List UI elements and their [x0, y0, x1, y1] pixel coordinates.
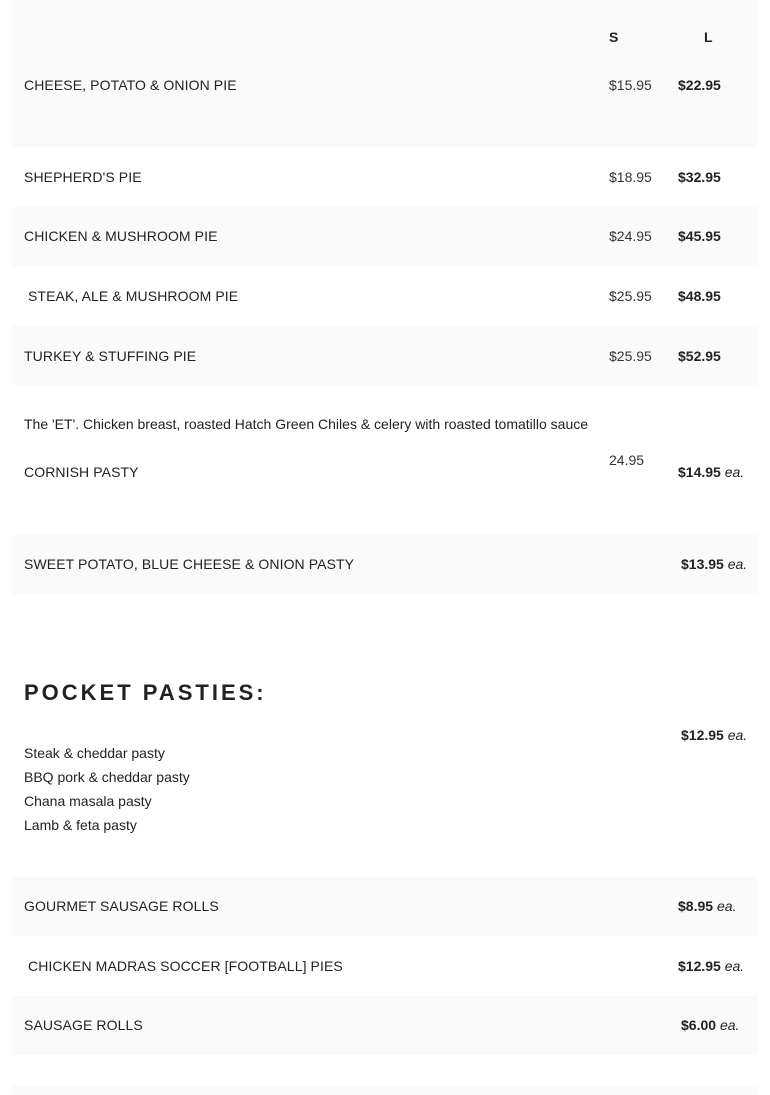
item-name: GOURMET SAUSAGE ROLLS	[24, 898, 219, 914]
item-price	[681, 1016, 739, 1034]
large-price: $32.95	[678, 169, 721, 185]
sweet-potato-pasty-price	[681, 555, 747, 573]
item-name: CORNISH PASTY	[24, 464, 139, 480]
small-price: $18.95	[609, 169, 652, 185]
list-item: Steak & cheddar pasty	[24, 745, 165, 761]
price-value: $13.95	[681, 556, 724, 572]
small-price: $24.95	[609, 228, 652, 244]
price-value: $14.95	[678, 464, 721, 480]
item-name: SWEET POTATO, BLUE CHEESE & ONION PASTY	[24, 556, 355, 572]
price-unit: ea.	[716, 898, 737, 914]
price-value: $12.95	[681, 727, 724, 743]
price-value: $8.95	[678, 898, 714, 914]
item-name: STEAK, ALE & MUSHROOM PIE	[24, 288, 239, 304]
et-pie-description: The 'ET'. Chicken breast, roasted Hatch Green Chiles & celery with roasted tomatillo sauce	[24, 416, 589, 432]
row-band	[12, 1086, 758, 1095]
price-value: $12.95	[678, 958, 721, 974]
item-name: CHICKEN & MUSHROOM PIE	[24, 228, 218, 244]
small-price: $25.95	[609, 288, 652, 304]
large-price: $52.95	[678, 348, 721, 364]
price-unit: ea.	[724, 464, 745, 480]
item-name: SHEPHERD'S PIE	[24, 169, 142, 185]
item-name: SAUSAGE ROLLS	[24, 1017, 143, 1033]
list-item: Lamb & feta pasty	[24, 817, 137, 833]
cornish-pasty-price	[678, 463, 744, 481]
large-price: $22.95	[678, 77, 721, 93]
small-price: $15.95	[609, 77, 652, 93]
item-price	[678, 957, 744, 975]
list-item: Chana masala pasty	[24, 793, 152, 809]
size-small-header: S	[609, 29, 619, 45]
row-band	[12, 0, 758, 147]
size-large-header: L	[704, 29, 713, 45]
item-price	[678, 897, 736, 915]
item-name: CHEESE, POTATO & ONION PIE	[24, 77, 237, 93]
price-value: $6.00	[681, 1017, 717, 1033]
large-price: $45.95	[678, 228, 721, 244]
small-price: $25.95	[609, 348, 652, 364]
large-price: $48.95	[678, 288, 721, 304]
et-pie-price: 24.95	[609, 452, 645, 468]
item-name: TURKEY & STUFFING PIE	[24, 348, 197, 364]
price-unit: ea.	[724, 958, 745, 974]
pocket-pasties-price	[681, 726, 747, 744]
section-title: POCKET PASTIES:	[24, 680, 267, 705]
list-item: BBQ pork & cheddar pasty	[24, 769, 190, 785]
item-name: CHICKEN MADRAS SOCCER [FOOTBALL] PIES	[24, 958, 343, 974]
price-unit: ea.	[727, 556, 748, 572]
price-unit: ea.	[727, 727, 748, 743]
price-unit: ea.	[719, 1017, 740, 1033]
